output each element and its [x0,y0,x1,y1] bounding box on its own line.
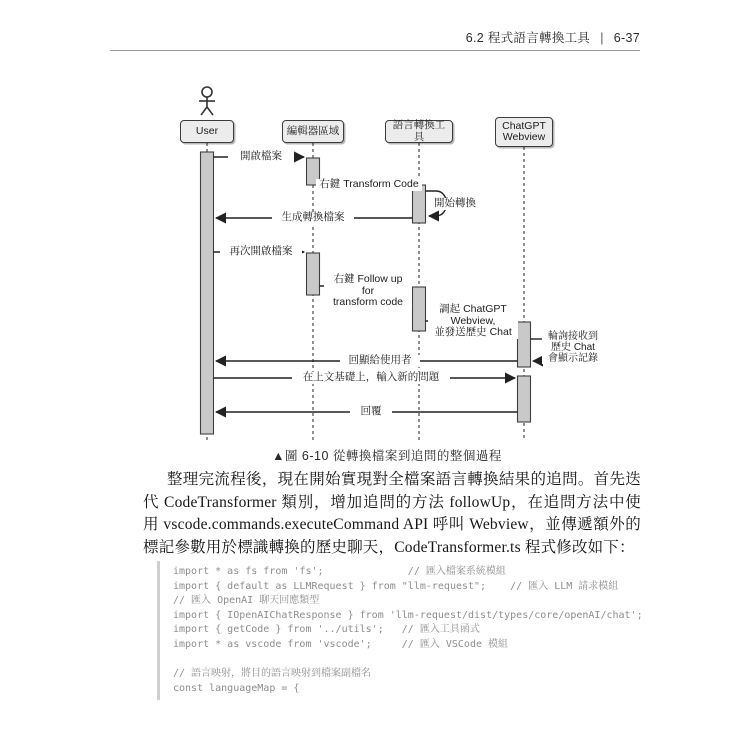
code-line: // 語言映射，將目的語言映射到檔案副檔名 [173,668,372,680]
actor-editor-area: 編輯器區域 [282,120,344,143]
msg-right-click-transform: 右鍵 Transform Code [316,179,422,191]
msg-start-transform: 開始轉換 [428,198,482,210]
code-line: const languageMap = { [173,682,300,694]
msg-echo-to-user: 回顯給使用者 [340,355,420,367]
header-divider: | [600,31,604,45]
code-line: import * as vscode from 'vscode'; // 匯入 VSCode 模組 [173,638,509,650]
code-line: import { getCode } from '../utils'; // 匯入工具函式 [173,624,480,636]
msg-reopen-file: 再次開啟檔案 [220,246,302,258]
page-number: 6-37 [613,31,640,45]
code-line: // 匯入 OpenAI 聊天回應類型 [173,595,320,607]
msg-right-click-followup: 右鍵 Follow up for transform code [324,274,412,309]
msg-poll-history: 輪詢接收到 歷史 Chat 會顯示記錄 [542,332,604,364]
code-line: import * as fs from 'fs'; // 匯入檔案系統模組 [173,566,506,577]
body-paragraph: 整理完流程後，現在開始實現對全檔案語言轉換結果的追問。首先迭代 CodeTransformer 類別，增加追問的方法 followUp，在追問方法中使用 vscode.commands.executeCommand API 呼叫 Webview，並傳遞額外的標記參數用於標識轉換的歷史聊天，CodeTransformer.ts 程式修改如下： [143,471,641,556]
code-line: import { IOpenAIChatResponse } from 'llm-request/dist/types/core/openAI/chat'; [173,609,643,621]
user-stick-figure-icon [199,87,215,115]
msg-new-question: 在上文基礎上，輸入新的問題 [292,372,450,384]
msg-reply: 回覆 [350,406,392,418]
actor-user: User [180,120,234,143]
msg-generate-transformed-file: 生成轉換檔案 [272,212,354,224]
actor-chatgpt-webview: ChatGPT Webview [495,117,553,147]
msg-open-file: 開啟檔案 [228,151,294,163]
code-line: import { default as LLMRequest } from "llm-request"; // 匯入 LLM 請求模組 [173,580,619,592]
actor-language-transform-tool: 語言轉換工具 [385,120,453,143]
figure-caption: ▲圖 6-10 從轉換檔案到追問的整個過程 [272,449,502,463]
section-title: 6.2 程式語言轉換工具 [465,31,591,45]
msg-invoke-webview: 調起 ChatGPT Webview, 並發送歷史 Chat [428,304,518,339]
code-block [157,561,656,700]
code-line [173,653,656,668]
